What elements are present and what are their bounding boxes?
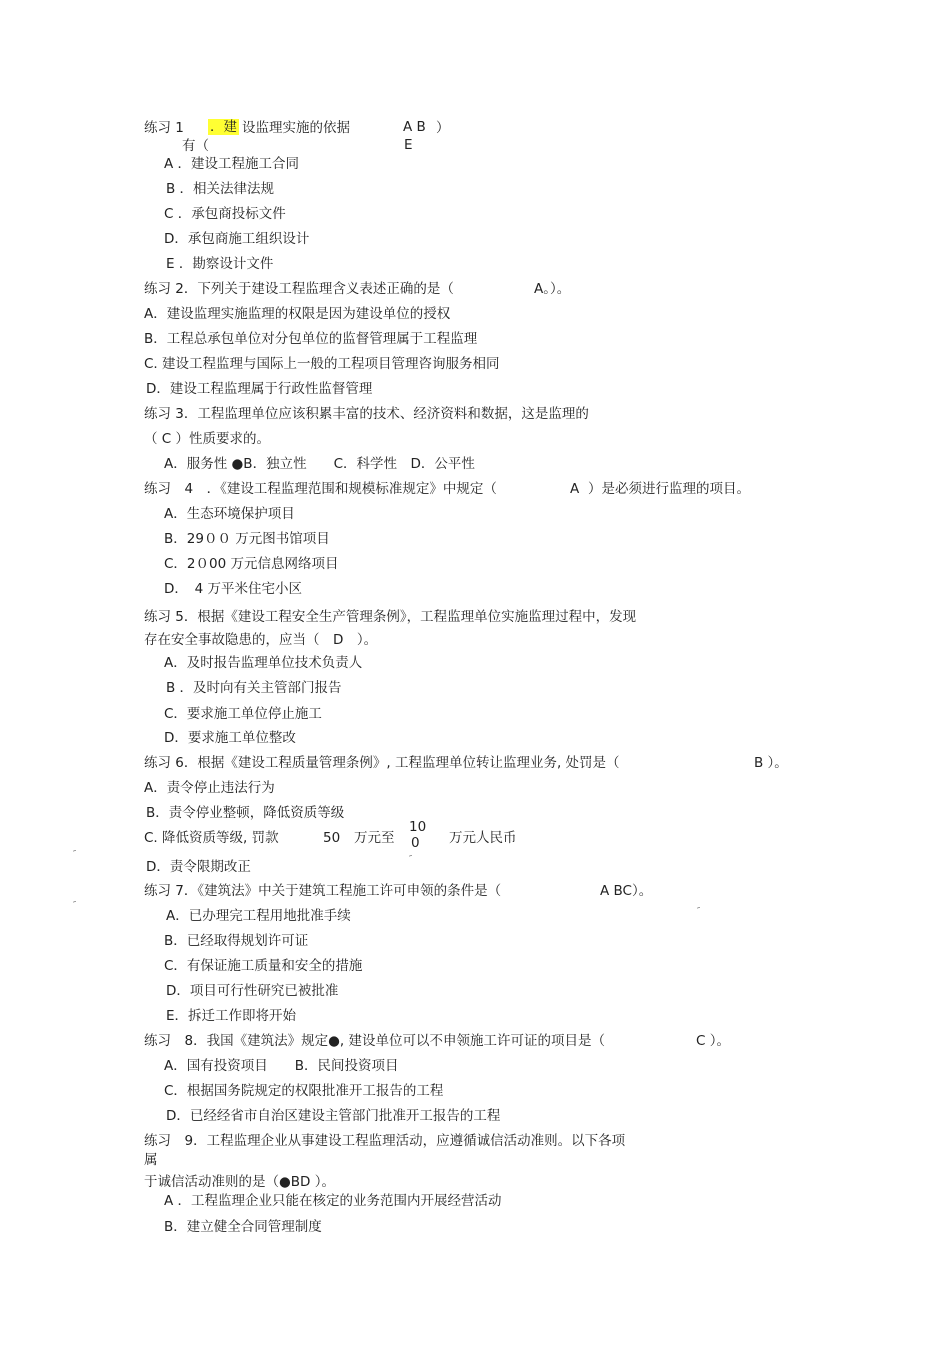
q5-option-a: A．及时报告监理单位技术负责人 xyxy=(164,655,363,671)
q8-option-c: C．根据国务院规定的权限批准开工报告的工程 xyxy=(164,1083,444,1099)
q7-option-d: D．项目可行性研究已被批准 xyxy=(166,983,339,999)
q5-option-b: B ．及时向有关主管部门报告 xyxy=(166,680,342,696)
q1-option-b: B ．相关法律法规 xyxy=(166,181,275,197)
q1-stem-b: 设监理实施的依据 xyxy=(242,120,350,136)
q5-stem-1: 练习 5．根据《建设工程安全生产管理条例》，工程监理单位实施监理过程中，发现 xyxy=(144,609,637,625)
q4-option-a: A．生态环境保护项目 xyxy=(164,506,295,522)
q8-answer: C ）。 xyxy=(696,1033,730,1049)
q6-option-c-num2a: 10 xyxy=(409,819,427,835)
q5-option-d: D．要求施工单位整改 xyxy=(164,730,296,746)
q6-option-b: B．责令停业整顿，降低资质等级 xyxy=(146,805,345,821)
q6-option-c-3: 万元人民币 xyxy=(449,830,517,846)
q5-stem-2: 存在安全事故隐患的，应当（ D ）。 xyxy=(144,632,378,648)
q6-option-d: D．责令限期改正 xyxy=(146,859,251,875)
q9-stem-2: 属 xyxy=(144,1152,158,1168)
q6-stem: 练习 6．根据《建设工程质量管理条例》, 工程监理单位转让监理业务, 处罚是（ xyxy=(144,755,620,771)
q4-option-c: C．2０00 万元信息网络项目 xyxy=(164,556,339,572)
q9-option-b: B．建立健全合同管理制度 xyxy=(164,1219,322,1235)
q1-paren-close: ） xyxy=(436,120,450,136)
q1-stem-c: 有（ xyxy=(182,138,209,154)
q4-stem: 练习 4 ．《建设工程监理范围和规模标准规定》中规定（ xyxy=(144,481,497,497)
q6-option-c-2: 万元至 xyxy=(354,830,395,846)
q8-stem: 练习 8．我国《建筑法》规定●, 建设单位可以不申领施工许可证的项目是（ xyxy=(144,1033,605,1049)
q1-stem-a: 练习 1 xyxy=(144,120,184,136)
q4-option-b: B．29００ 万元图书馆项目 xyxy=(164,531,330,547)
q1-option-c: C ．承包商投标文件 xyxy=(164,206,286,222)
q7-option-e: E．拆迁工作即将开始 xyxy=(166,1008,297,1024)
q6-answer: B ）。 xyxy=(754,755,788,771)
q3-options: A．服务性 ●B．独立性 C．科学性 D．公平性 xyxy=(164,456,475,472)
q7-answer: A BC）。 xyxy=(600,883,653,899)
q6-option-a: A．责令停止违法行为 xyxy=(144,780,275,796)
q6-option-c-num1: 50 xyxy=(323,830,341,846)
q4-answer: A xyxy=(570,481,580,497)
q2-option-d: D．建设工程监理属于行政性监督管理 xyxy=(146,381,373,397)
q1-option-e: E ．勘察设计文件 xyxy=(166,256,274,272)
q7-option-a: A．已办理完工程用地批准手续 xyxy=(166,908,351,924)
q1-option-d: D．承包商施工组织设计 xyxy=(164,231,310,247)
q6-option-c-num2b: 0 xyxy=(411,835,420,851)
q8-option-ab: A．国有投资项目 B．民间投资项目 xyxy=(164,1058,399,1074)
q1-answer-1: A B xyxy=(403,119,426,135)
q8-option-d: D．已经经省市自治区建设主管部门批准开工报告的工程 xyxy=(166,1108,501,1124)
q1-answer-2: E xyxy=(404,137,413,153)
q3-stem-2: （ C ）性质要求的。 xyxy=(144,431,271,447)
q7-option-c: C．有保证施工质量和安全的措施 xyxy=(164,958,363,974)
q7-option-b: B．已经取得规划许可证 xyxy=(164,933,309,949)
q2-answer: A。）。 xyxy=(534,281,571,297)
q2-option-a: A．建设监理实施监理的权限是因为建设单位的授权 xyxy=(144,306,451,322)
q7-stem: 练习 7．《建筑法》中关于建筑工程施工许可申领的条件是（ xyxy=(144,883,502,899)
q1-stem-highlight: ．建 xyxy=(210,119,237,135)
q9-stem-3: 于诚信活动准则的是（●BD ）。 xyxy=(144,1174,335,1190)
q3-stem-1: 练习 3．工程监理单位应该积累丰富的技术、经济资料和数据，这是监理的 xyxy=(144,406,589,422)
q2-stem: 练习 2．下列关于建设工程监理含义表述正确的是（ xyxy=(144,281,454,297)
q2-option-c: C. 建设工程监理与国际上一般的工程项目管理咨询服务相同 xyxy=(144,356,500,372)
q4-option-d: D． 4 万平米住宅小区 xyxy=(164,581,303,597)
q5-option-c: C．要求施工单位停止施工 xyxy=(164,706,322,722)
q9-stem-1: 练习 9．工程监理企业从事建设工程监理活动，应遵循诚信活动准则。以下各项 xyxy=(144,1133,626,1149)
q9-option-a: A ．工程监理企业只能在核定的业务范围内开展经营活动 xyxy=(164,1193,502,1209)
q2-option-b: B．工程总承包单位对分包单位的监督管理属于工程监理 xyxy=(144,331,478,347)
q4-tail: ）是必须进行监理的项目。 xyxy=(588,481,750,497)
q1-option-a: A ．建设工程施工合同 xyxy=(164,156,300,172)
q6-option-c-1: C. 降低资质等级, 罚款 xyxy=(144,830,279,846)
